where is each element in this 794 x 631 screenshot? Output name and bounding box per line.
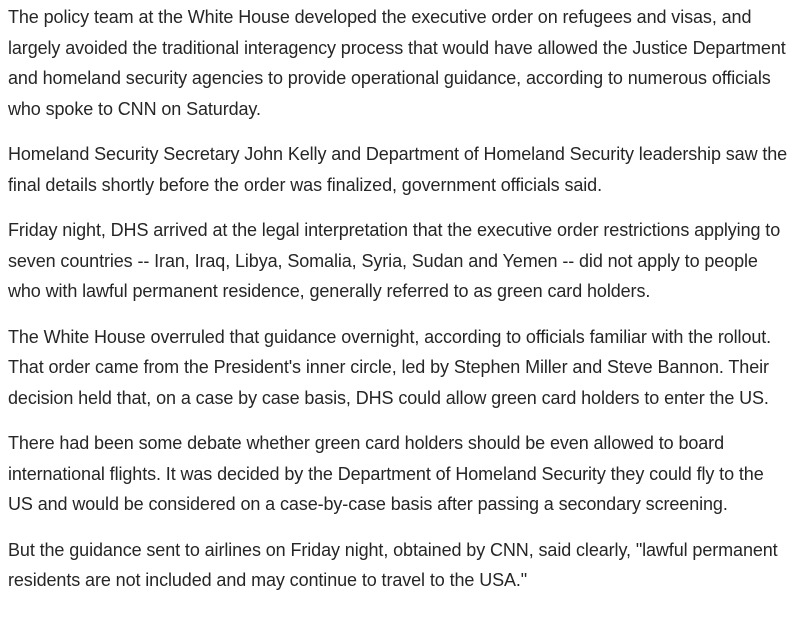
- article-paragraph: The White House overruled that guidance overnight, according to officials familiar with the rollout. That order came from the President's inner circle, led by Stephen Miller and Steve Bannon. Their decision held that, on a case by case basis, DHS could allow green card holders to enter the US.: [8, 326, 772, 408]
- article-paragraph: Homeland Security Secretary John Kelly and Department of Homeland Security leadership saw the final details shortly before the order was finalized, government officials said.: [8, 144, 788, 195]
- article-body: [8, 0, 790, 611]
- article-paragraph: But the guidance sent to airlines on Friday night, obtained by CNN, said clearly, "lawful permanent residents are not included and may continue to travel to the USA.": [8, 539, 778, 590]
- article-paragraph: There had been some debate whether green card holders should be even allowed to board international flights. It was decided by the Department of Homeland Security they could fly to the US and would be considered on a case-by-case basis after passing a secondary screening.: [8, 433, 764, 514]
- article-paragraph: Friday night, DHS arrived at the legal interpretation that the executive order restrictions applying to seven countries -- Iran, Iraq, Libya, Somalia, Syria, Sudan and Yemen -- did not apply to people who with lawful permanent residence, generally referred to as green card holders.: [8, 220, 781, 301]
- article-paragraph: The policy team at the White House developed the executive order on refugees and visas, and largely avoided the traditional interagency process that would have allowed the Justice Department and homeland security agencies to provide operational guidance, according to numerous officials who spoke to CNN on Saturday.: [8, 7, 786, 119]
